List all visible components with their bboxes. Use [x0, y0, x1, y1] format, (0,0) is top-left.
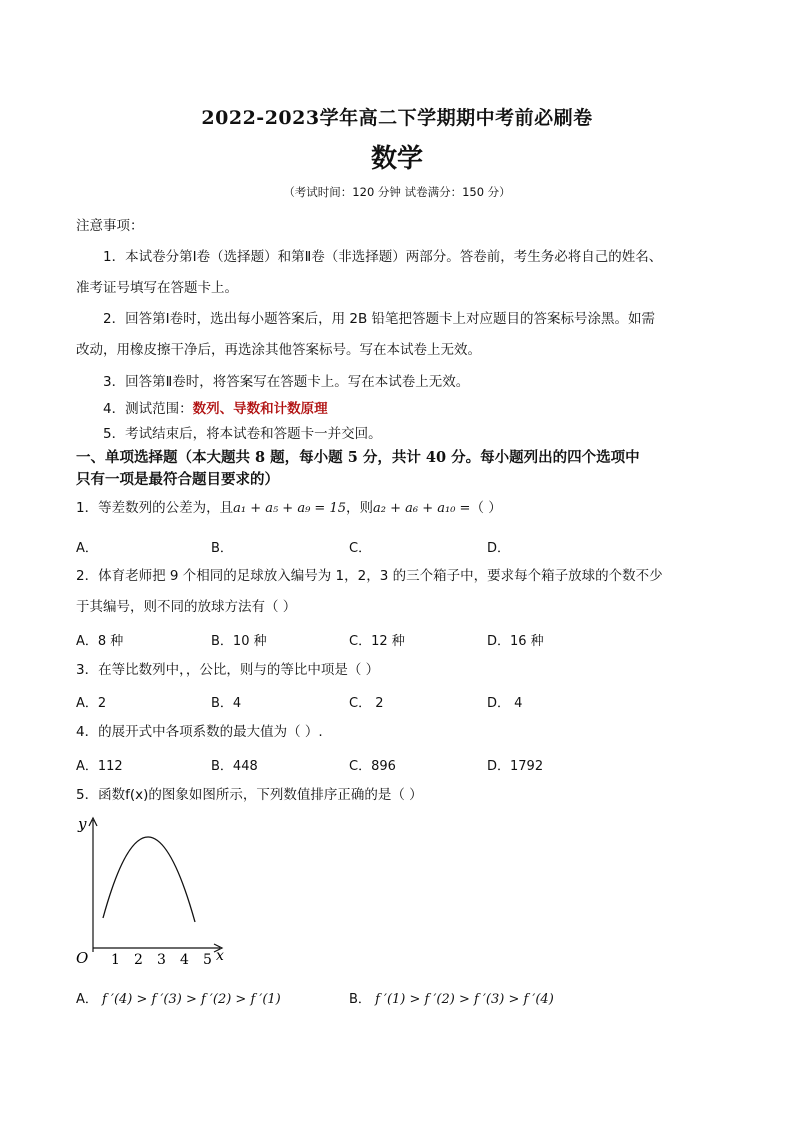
notice-item-4: [103, 399, 328, 419]
question-1-option-d: D．: [487, 541, 511, 556]
x-tick-4: 4: [180, 952, 189, 968]
notice-item-4-prefix: 4．测试范围：: [103, 401, 193, 417]
function-curve: [103, 837, 195, 922]
question-4-option-d: D．1792: [487, 759, 544, 774]
notice-item-5: 5．考试结束后，将本试卷和答题卡一并交回。: [103, 426, 382, 442]
question-2-option-a: A．8 种: [76, 634, 124, 649]
question-5-option-b-label: B．: [349, 992, 371, 1007]
question-3-option-c: C． 2: [349, 696, 384, 711]
question-4-option-c: C．896: [349, 759, 396, 774]
question-1-mid: ，则: [346, 500, 373, 516]
question-5-option-a: [76, 988, 281, 1007]
question-2-option-b: B．10 种: [211, 634, 267, 649]
x-axis-label: x: [216, 948, 224, 964]
question-2-line-1: 2．体育老师把 9 个相同的足球放入编号为 1，2，3 的三个箱子中，要求每个箱子放球的个数不少: [76, 568, 663, 584]
notice-item-1-line-2: 准考证号填写在答题卡上。: [76, 280, 238, 296]
origin-label: O: [76, 949, 89, 967]
x-tick-5: 5: [203, 952, 212, 968]
question-2-line-2: 于其编号，则不同的放球方法有（ ）: [76, 599, 297, 615]
question-3-option-b: B．4: [211, 696, 242, 711]
question-3: 3．在等比数列中，，公比，则与的等比中项是（ ）: [76, 662, 380, 678]
question-3-option-a: A．2: [76, 696, 107, 711]
question-1-option-b: B．: [211, 541, 233, 556]
question-4-option-a: A．112: [76, 759, 123, 774]
question-1-option-c: C．: [349, 541, 372, 556]
x-tick-1: 1: [111, 952, 120, 968]
section-1-heading-line-2: 只有一项是最符合题目要求的）: [76, 471, 279, 488]
question-1-condition: a₁ + a₅ + a₉ = 15: [233, 501, 346, 516]
question-2-option-c: C．12 种: [349, 634, 405, 649]
question-5-option-b: [349, 988, 554, 1007]
question-1-expression: a₂ + a₆ + a₁₀ =: [373, 501, 471, 516]
exam-info: （考试时间：120 分钟 试卷满分：150 分）: [283, 185, 511, 199]
question-2-option-d: D．16 种: [487, 634, 544, 649]
question-5-function-graph: [70, 812, 240, 972]
question-5-option-a-expression: f ′(4) > f ′(3) > f ′(2) > f ′(1): [102, 992, 281, 1007]
question-1-prefix: 1．等差数列的公差为，且: [76, 500, 234, 516]
subject-title: 数学: [370, 144, 423, 174]
question-4: 4．的展开式中各项系数的最大值为（ ）.: [76, 724, 323, 740]
x-tick-3: 3: [157, 952, 166, 968]
x-tick-2: 2: [134, 952, 143, 968]
notice-item-2-line-1: 2．回答第Ⅰ卷时，选出每小题答案后，用 2B 铅笔把答题卡上对应题目的答案标号涂黑。如需: [103, 311, 656, 327]
y-axis-label: y: [78, 815, 87, 833]
notice-item-2-line-2: 改动，用橡皮擦干净后，再选涂其他答案标号。写在本试卷上无效。: [76, 342, 481, 358]
question-5-option-a-label: A．: [76, 992, 98, 1007]
question-5-option-b-expression: f ′(1) > f ′(2) > f ′(3) > f ′(4): [375, 992, 554, 1007]
question-1: [76, 498, 502, 519]
notice-item-1-line-1: 1．本试卷分第Ⅰ卷（选择题）和第Ⅱ卷（非选择题）两部分。答卷前，考生务必将自己的姓名、: [103, 249, 663, 265]
notice-heading: 注意事项：: [76, 218, 144, 234]
question-4-option-b: B．448: [211, 759, 258, 774]
test-range: 数列、导数和计数原理: [192, 401, 328, 417]
exam-title: 2022-2023学年高二下学期期中考前必刷卷: [201, 107, 593, 129]
question-3-option-d: D． 4: [487, 696, 523, 711]
notice-item-3: 3．回答第Ⅱ卷时，将答案写在答题卡上。写在本试卷上无效。: [103, 374, 470, 390]
question-1-option-a: A．: [76, 541, 98, 556]
section-1-heading-line-1: 一、单项选择题（本大题共 8 题，每小题 5 分，共计 40 分。每小题列出的四个选项中: [76, 449, 640, 466]
question-5: 5．函数f(x)的图象如图所示，下列数值排序正确的是（ ）: [76, 787, 423, 803]
question-1-suffix: （ ）: [470, 500, 502, 516]
